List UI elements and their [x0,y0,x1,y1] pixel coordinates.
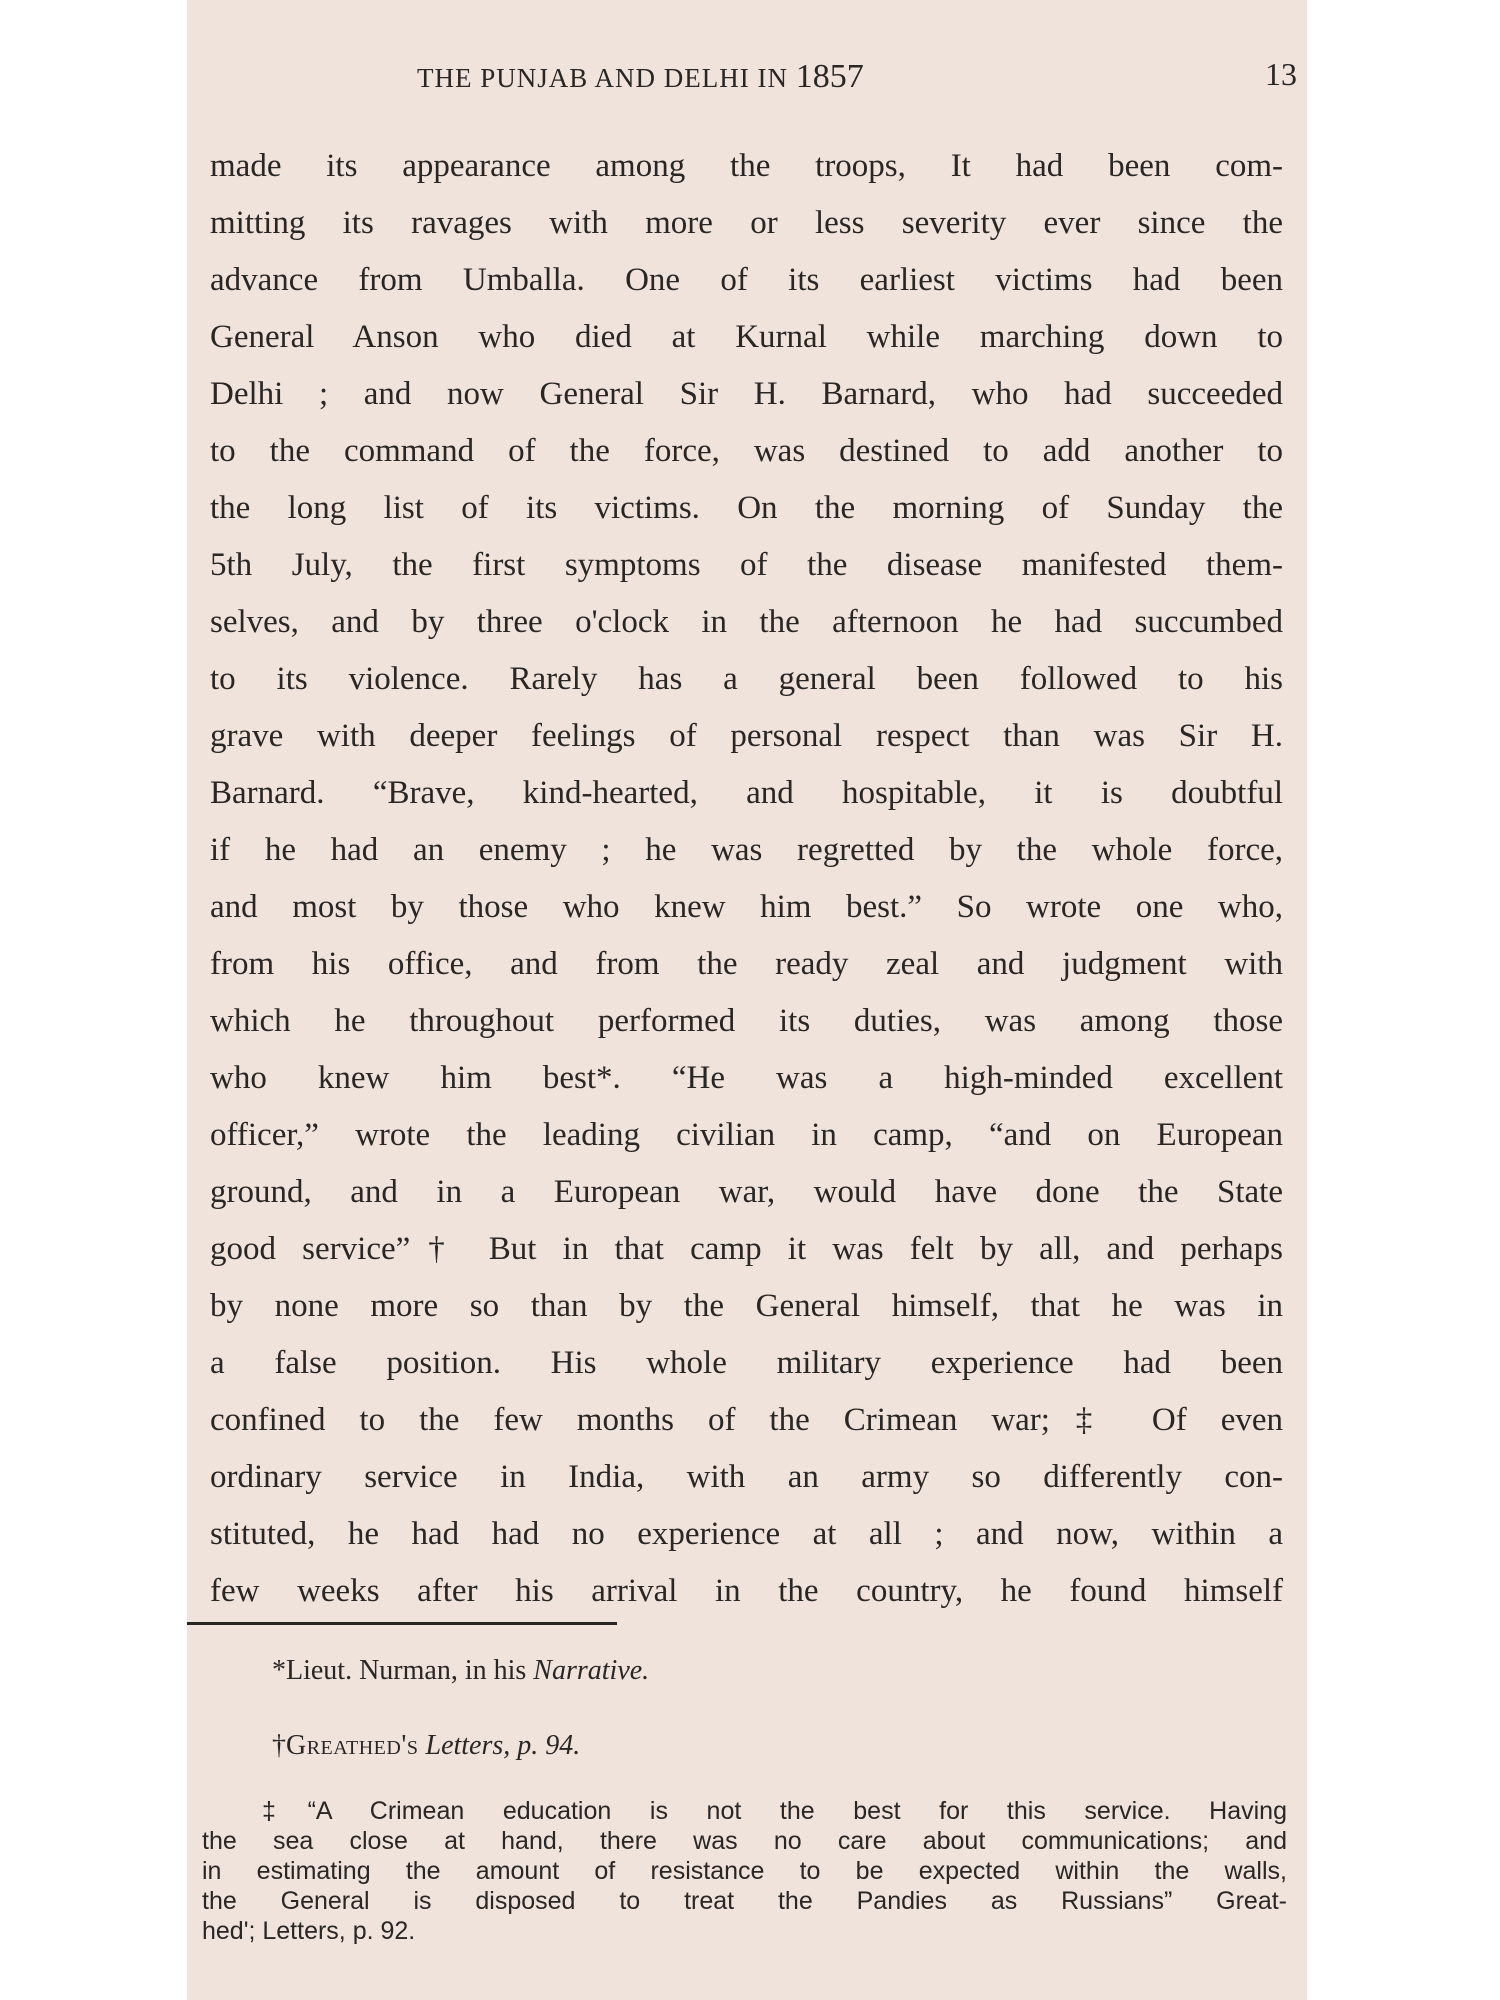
text-line: Barnard. “Brave, kind-hearted, and hospitable, it is doubtful [210,775,1283,811]
footnote-3-line: ‡“A Crimean education is not the best for this service. Having [262,1797,1287,1825]
running-title [417,58,864,96]
text-line: selves, and by three o'clock in the afternoon he had succumbed [210,604,1283,640]
text-line: General Anson who died at Kurnal while marching down to [210,319,1283,355]
body-text [210,138,1283,1620]
footnote-3 [202,1796,1287,1946]
footnote-2-mark: † [272,1730,286,1761]
text-line: and most by those who knew him best.” So wrote one who, [210,889,1283,925]
text-line: Delhi ; and now General Sir H. Barnard, who had succeeded [210,376,1283,412]
footnote-3-line: in estimating the amount of resistance to be expected within the walls, [202,1857,1287,1885]
text-line: stituted, he had had no experience at all ; and now, within a [210,1516,1283,1552]
footnote-2-title: Letters, [425,1730,511,1761]
text-line: who knew him best*. “He was a high-minded excellent [210,1060,1283,1096]
page-header [187,54,1307,98]
text-line: which he throughout performed its duties, was among those [210,1003,1283,1039]
footnote-3-line: the sea close at hand, there was no care about communications; and [202,1827,1287,1855]
text-line: from his office, and from the ready zeal and judgment with [210,946,1283,982]
text-line: to its violence. Rarely has a general been followed to his [210,661,1283,697]
text-line: mitting its ravages with more or less severity ever since the [210,205,1283,241]
footnote-3-line: hed'; Letters, p. 92. [202,1917,416,1945]
text-line: ordinary service in India, with an army so differently con- [210,1459,1283,1495]
text-line: few weeks after his arrival in the country, he found himself [210,1573,1283,1609]
text-line: by none more so than by the General himself, that he was in [210,1288,1283,1324]
footnote-2-page: p. 94. [517,1730,581,1761]
running-title-text: THE PUNJAB AND DELHI IN [417,63,788,93]
footnote-rule [187,1622,617,1625]
text-line: ground, and in a European war, would have done the State [210,1174,1283,1210]
text-line: a false position. His whole military experience had been [210,1345,1283,1381]
text-line: good service”† But in that camp it was felt by all, and perhaps [210,1231,1283,1267]
page-number: 13 [1265,56,1297,92]
footnote-2-author: Greathed's [286,1730,419,1761]
text-line: confined to the few months of the Crimean war;‡ Of even [210,1402,1283,1438]
text-line: to the command of the force, was destined to add another to [210,433,1283,469]
footnote-2 [272,1730,580,1762]
text-line: grave with deeper feelings of personal respect than was Sir H. [210,718,1283,754]
footnote-1-title: Narrative. [533,1655,650,1686]
text-line: officer,” wrote the leading civilian in camp, “and on European [210,1117,1283,1153]
text-line: the long list of its victims. On the morning of Sunday the [210,490,1283,526]
footnote-3-line: the General is disposed to treat the Pandies as Russians” Great- [202,1887,1287,1915]
footnote-1 [272,1655,649,1687]
footnote-1-prefix: *Lieut. Nurman, in his [272,1655,534,1686]
text-line: if he had an enemy ; he was regretted by the whole force, [210,832,1283,868]
running-title-year: 1857 [795,58,864,95]
text-line: advance from Umballa. One of its earliest victims had been [210,262,1283,298]
text-line: 5th July, the first symptoms of the disease manifested them- [210,547,1283,583]
text-line: made its appearance among the troops, It had been com- [210,148,1283,184]
book-page [187,0,1307,2000]
